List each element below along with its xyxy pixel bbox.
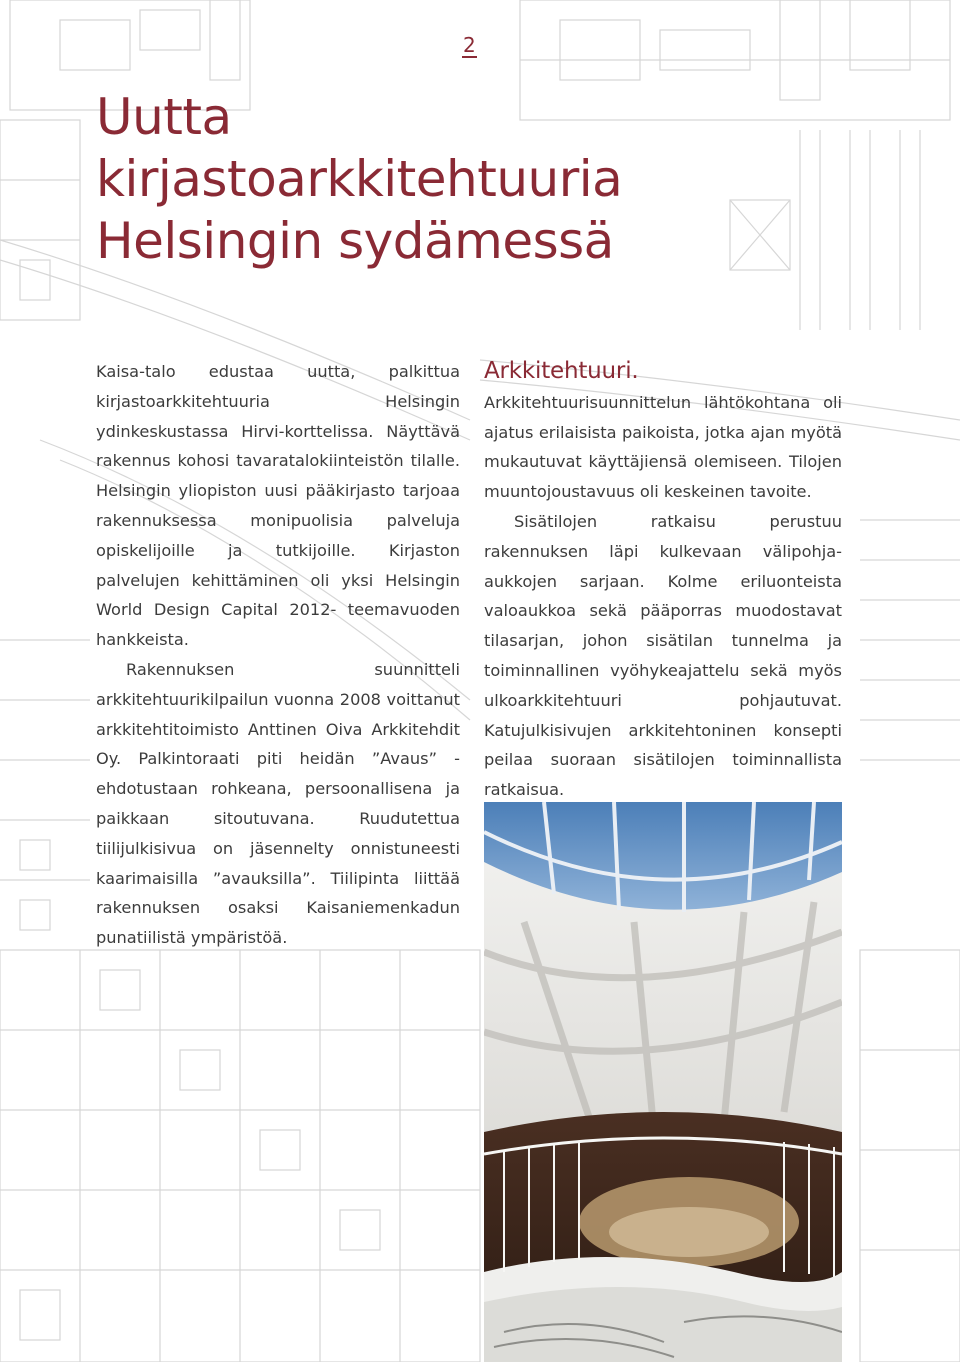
interior-photo xyxy=(484,802,842,1362)
page-number: 2 xyxy=(463,33,476,57)
page-title xyxy=(96,86,622,272)
architecture-text: Arkkitehtuurisuunnittelun lähtökohtana oli ajatus erilaisista paikoista, jotka ajan myötä mukautuvat käyttäjiensä olemiseen. Tilojen muuntojoustavuus oli keskeinen tavoite. xyxy=(484,392,842,502)
competition-paragraph: Rakennuksen suunnitteli arkkitehtuurikilpailun vuonna 2008 voittanut arkkitehtitoimisto Anttinen Oiva Arkkitehdit Oy. Palkintoraati piti heidän ”Avaus” -ehdotustaan rohkeana, persoonallisena ja paikkaan sitoutuvana. Ruudutettua tiilijulkisivua on jäsennelty onnistuneesti kaarimaisilla ”avauksilla”. Tiilipinta liittää rakennuksen osaksi Kaisaniemenkadun punatiilistä ympäristöä. xyxy=(96,659,460,948)
architecture-paragraph xyxy=(484,357,842,507)
left-text-column xyxy=(96,357,460,953)
section-heading: Arkkitehtuuri. xyxy=(484,358,639,384)
right-text-column xyxy=(484,357,842,805)
title-line-2: kirjastoarkkitehtuuria xyxy=(96,150,623,208)
intro-paragraph: Kaisa-talo edustaa uutta, palkittua kirjastoarkkitehtuuria Helsingin ydinkeskustassa Hirvi-korttelissa. Näyttävä rakennus kohosi tavaratalokiinteistön tilalle. Helsingin yliopiston uusi pääkirjasto tarjoaa rakennuksessa monipuolisia palveluja opiskelijoille ja tutkijoille. Kirjaston palvelujen kehittäminen oli yksi Helsingin World Design Capital 2012- teemavuoden hankkeista. xyxy=(96,362,460,650)
skylight-illustration xyxy=(484,802,842,1362)
title-line-1: Uutta xyxy=(96,88,232,146)
title-line-3: Helsingin sydämessä xyxy=(96,212,614,270)
interior-paragraph: Sisätilojen ratkaisu perustuu rakennuksen läpi kulkevaan välipohja-aukkojen sarjaan. Kolme eriluonteista valoaukkoa sekä pääporras muodostavat tilasarjan, johon sisätilan tunnelma ja toiminnallinen vyöhykeajattelu sekä myös ulkoarkkitehtuuri pohjautuvat. Katujulkisivujen arkkitehtoninen konsepti peilaa suoraan sisätilojen toiminnallista ratkaisua. xyxy=(484,511,842,800)
